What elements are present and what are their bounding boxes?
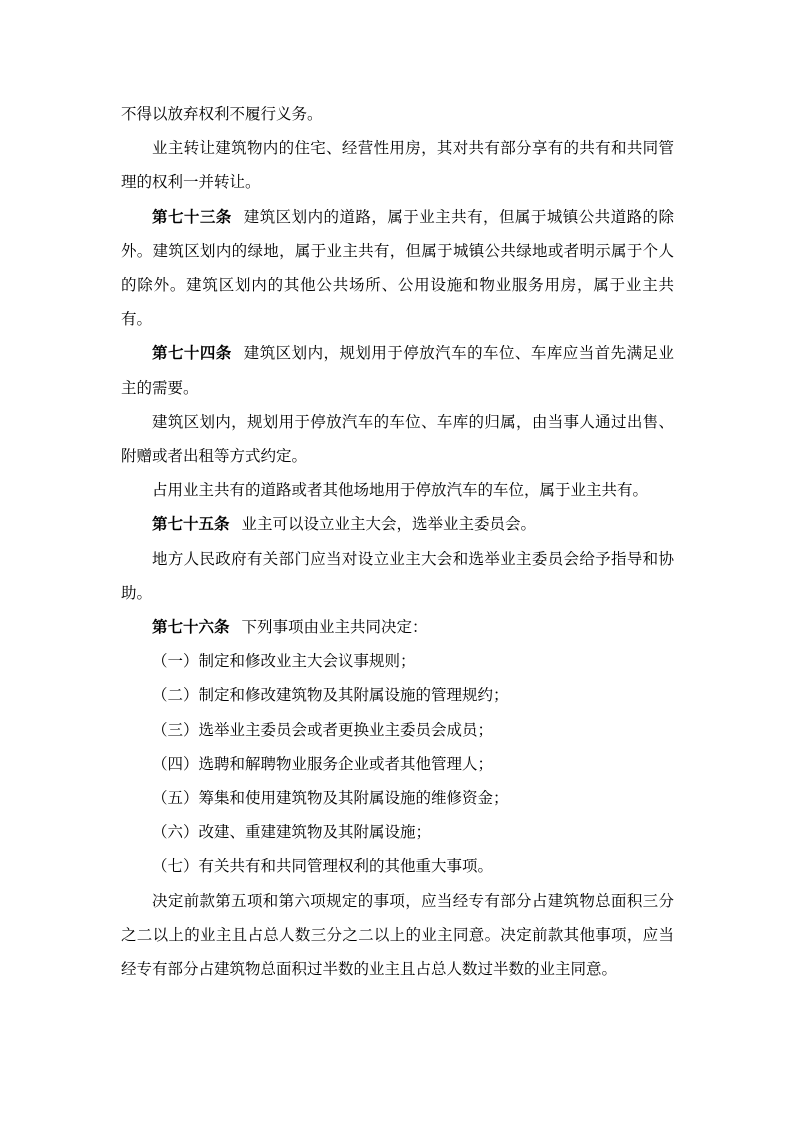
article-number: 第七十四条	[152, 344, 232, 363]
article-73	[121, 200, 674, 337]
article-number: 第七十六条	[152, 618, 230, 637]
list-item-text: （二）制定和修改建筑物及其附属设施的管理规约；	[152, 686, 509, 705]
list-item-3	[121, 713, 674, 747]
paragraph-2	[121, 131, 674, 199]
paragraph-text: 决定前款第五项和第六项规定的事项，应当经专有部分占建筑物总面积三分之二以上的业主且占总人数三分之二以上的业主同意。决定前款其他事项，应当经专有部分占建筑物总面积过半数的业主且占总人数过半数的业主同意。	[121, 891, 674, 979]
list-item-text: （四）选聘和解聘物业服务企业或者其他管理人；	[152, 754, 494, 773]
paragraph-text: 业主可以设立业主大会，选举业主委员会。	[241, 515, 537, 534]
paragraph-text: 地方人民政府有关部门应当对设立业主大会和选举业主委员会给予指导和协助。	[121, 549, 674, 602]
list-item-1	[121, 644, 674, 678]
list-item-text: （三）选举业主委员会或者更换业主委员会成员；	[152, 720, 494, 739]
paragraph-text: 不得以放弃权利不履行义务。	[121, 105, 323, 123]
list-item-text: （七）有关共有和共同管理权利的其他重大事项。	[152, 857, 494, 876]
paragraph-5	[121, 405, 674, 473]
list-item-6	[121, 815, 674, 849]
paragraph-text: 占用业主共有的道路或者其他场地用于停放汽车的车位，属于业主共有。	[152, 481, 649, 500]
paragraph-6	[121, 473, 674, 507]
paragraph-text: 建筑区划内，规划用于停放汽车的车位、车库应当首先满足业主的需要。	[121, 344, 674, 397]
list-item-text: （六）改建、重建建筑物及其附属设施；	[152, 823, 432, 842]
paragraph-17	[121, 884, 674, 987]
document-body	[121, 97, 674, 986]
paragraph-8	[121, 542, 674, 610]
list-item-7	[121, 849, 674, 883]
article-number: 第七十三条	[152, 207, 232, 226]
article-76	[121, 610, 674, 644]
article-number: 第七十五条	[152, 515, 230, 534]
paragraph-text: 建筑区划内的道路，属于业主共有，但属于城镇公共道路的除外。建筑区划内的绿地，属于业主共有，但属于城镇公共绿地或者明示属于个人的除外。建筑区划内的其他公共场所、公用设施和物业服务用房，属于业主共有。	[121, 207, 674, 329]
list-item-text: （一）制定和修改业主大会议事规则；	[152, 652, 416, 671]
article-75	[121, 507, 674, 541]
list-item-4	[121, 747, 674, 781]
list-item-5	[121, 781, 674, 815]
list-item-text: （五）筹集和使用建筑物及其附属设施的维修资金；	[152, 789, 509, 808]
article-74	[121, 336, 674, 404]
paragraph-text: 建筑区划内，规划用于停放汽车的车位、车库的归属，由当事人通过出售、附赠或者出租等方式约定。	[121, 412, 674, 466]
paragraph-text: 业主转让建筑物内的住宅、经营性用房，其对共有部分享有的共有和共同管理的权利一并转让。	[121, 139, 674, 192]
paragraph-1	[121, 97, 674, 131]
list-item-2	[121, 678, 674, 712]
paragraph-text: 下列事项由业主共同决定：	[241, 618, 428, 637]
